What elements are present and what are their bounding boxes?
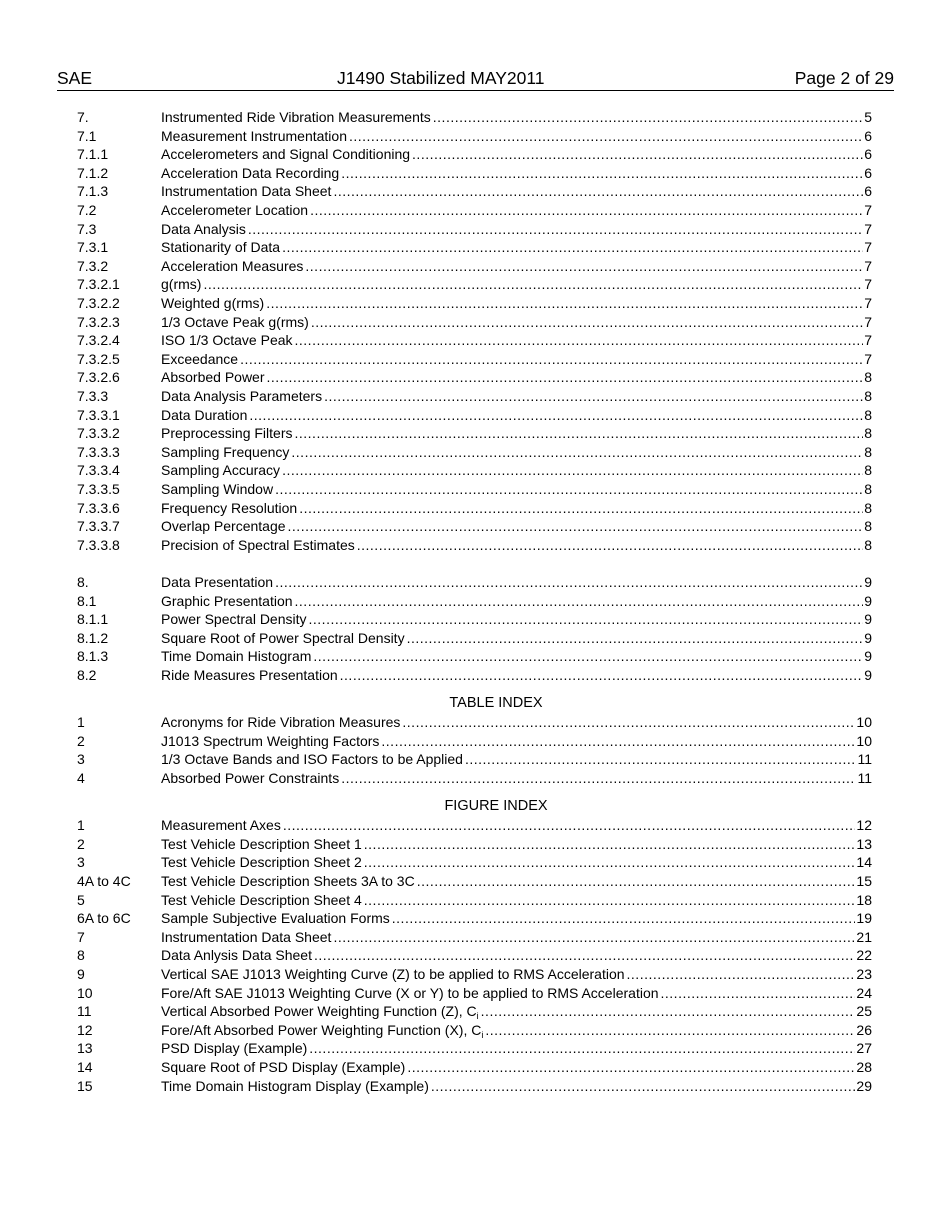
entry-page-number: 25 <box>856 1003 872 1020</box>
entry-title: Weighted g(rms) <box>161 295 265 311</box>
entry-page-number: 19 <box>856 910 872 927</box>
entry-page-number: 8 <box>864 481 872 497</box>
entry-number: 7.3.3.1 <box>77 406 120 423</box>
entry-title: Instrumentation Data Sheet <box>161 183 332 200</box>
entry-title: Fore/Aft SAE J1013 Weighting Curve (X or Y) to be applied to RMS Acceleration <box>161 984 659 1001</box>
entry-page-number: 26 <box>856 1021 872 1038</box>
toc-entry <box>77 816 872 834</box>
entry-page-number: 8 <box>864 388 872 404</box>
entry-number: 15 <box>77 1077 93 1094</box>
entry-title: Precision of Spectral Estimates <box>161 536 355 553</box>
entry-page-number: 6 <box>864 183 872 200</box>
entry-title: Fore/Aft Absorbed Power Weighting Function (X), $C_i$ <box>161 1021 484 1040</box>
entry-title: Square Root of PSD Display (Example) <box>161 1059 406 1075</box>
header-org: SAE <box>57 68 93 88</box>
entry-page-number: 9 <box>864 592 872 609</box>
toc-entry <box>77 909 872 927</box>
entry-number: 7.3.3.2 <box>77 425 120 442</box>
toc-entry <box>77 238 872 256</box>
entry-page-number: 10 <box>856 732 872 749</box>
toc-entry <box>77 443 872 461</box>
dot-leader <box>407 1058 855 1076</box>
entry-title: Absorbed Power Constraints <box>161 770 340 786</box>
dot-leader <box>240 350 863 368</box>
dot-leader <box>283 816 856 834</box>
entry-page-number: 7 <box>864 239 872 256</box>
entry-title: Power Spectral Density <box>161 611 307 628</box>
toc-entry <box>77 406 872 424</box>
dot-leader <box>417 872 856 890</box>
entry-page-number: 7 <box>864 257 872 274</box>
toc-entry <box>77 946 872 964</box>
dot-leader <box>267 368 864 386</box>
toc-entry <box>77 835 872 853</box>
toc-entry <box>77 127 872 145</box>
entry-number: 12 <box>77 1021 93 1038</box>
entry-number: 4 <box>77 770 85 786</box>
dot-leader <box>311 313 863 331</box>
toc-entry <box>77 891 872 909</box>
dot-leader <box>309 1039 855 1057</box>
dot-leader <box>266 294 863 312</box>
dot-leader <box>282 238 863 256</box>
entry-title-subscript: i <box>481 1029 484 1040</box>
dot-leader <box>249 406 863 424</box>
entry-number: 2 <box>77 835 85 852</box>
entry-page-number: 8 <box>864 443 872 460</box>
entry-page-number: 12 <box>856 817 872 834</box>
entry-number: 1 <box>77 817 85 834</box>
entry-number: 7.3.2.3 <box>77 313 120 330</box>
entry-title: Sample Subjective Evaluation Forms <box>161 910 390 927</box>
entry-title: Measurement Axes <box>161 817 281 834</box>
entry-page-number: 7 <box>864 350 872 367</box>
entry-title: Instrumented Ride Vibration Measurements <box>161 109 431 125</box>
toc-entry <box>77 536 872 554</box>
dot-leader <box>364 891 856 909</box>
entry-title: Sampling Window <box>161 481 274 497</box>
header-page-number: Page 2 of 29 <box>794 68 894 88</box>
entry-number: 7.1.1 <box>77 146 109 163</box>
entry-number: 7.3.2 <box>77 257 109 274</box>
dot-leader <box>407 629 864 647</box>
entry-title: Test Vehicle Description Sheet 4 <box>161 891 362 908</box>
toc-entry <box>77 965 872 983</box>
entry-page-number: 7 <box>864 220 872 237</box>
dot-leader <box>381 732 855 750</box>
entry-page-number: 8 <box>864 499 872 516</box>
entry-number: 7.3 <box>77 220 97 237</box>
dot-leader <box>485 1021 855 1039</box>
entry-number: 4A to 4C <box>77 873 131 889</box>
toc-entry <box>77 499 872 517</box>
entry-title: Stationarity of Data <box>161 239 281 256</box>
entry-page-number: 24 <box>856 984 872 1001</box>
header-doc-id: J1490 Stabilized MAY2011 <box>337 68 545 88</box>
toc-entry <box>77 368 872 386</box>
entry-title: Acceleration Measures <box>161 257 304 274</box>
dot-leader <box>627 965 856 983</box>
entry-title: Graphic Presentation <box>161 592 293 609</box>
toc-entry <box>77 872 872 890</box>
entry-page-number: 8 <box>864 406 872 423</box>
entry-title: Data Anlysis Data Sheet <box>161 947 312 964</box>
dot-leader <box>392 909 856 927</box>
entry-title: ISO 1/3 Octave Peak <box>161 332 293 349</box>
entry-number: 7 <box>77 928 85 945</box>
toc-entry <box>77 573 872 591</box>
dot-leader <box>349 127 863 145</box>
entry-page-number: 29 <box>856 1077 872 1094</box>
entry-title: Test Vehicle Description Sheet 2 <box>161 854 362 871</box>
entry-title: Absorbed Power <box>161 369 265 386</box>
entry-page-number: 7 <box>864 313 872 330</box>
dot-leader <box>248 220 863 238</box>
entry-page-number: 8 <box>864 369 872 386</box>
entry-number: 14 <box>77 1059 93 1075</box>
entry-page-number: 5 <box>864 109 872 125</box>
entry-number: 3 <box>77 854 85 871</box>
entry-number: 7. <box>77 109 89 125</box>
entry-number: 7.3.3.8 <box>77 536 120 553</box>
entry-title: 1/3 Octave Bands and ISO Factors to be Applied <box>161 751 463 768</box>
entry-page-number: 10 <box>856 714 872 731</box>
entry-number: 7.3.2.5 <box>77 350 120 367</box>
toc-entry <box>77 313 872 331</box>
entry-page-number: 9 <box>864 574 872 590</box>
entry-title: J1013 Spectrum Weighting Factors <box>161 732 380 749</box>
toc-entry <box>77 517 872 535</box>
entry-number: 7.3.3.7 <box>77 518 120 535</box>
entry-page-number: 7 <box>864 332 872 349</box>
entry-number: 7.3.3.4 <box>77 462 120 479</box>
entry-number: 8.2 <box>77 667 97 683</box>
entry-page-number: 8 <box>864 518 872 535</box>
entry-number: 7.3.2.6 <box>77 369 120 386</box>
toc-entry <box>77 350 872 368</box>
entry-page-number: 9 <box>864 648 872 665</box>
entry-number: 5 <box>77 891 85 908</box>
entry-page-number: 27 <box>856 1040 872 1057</box>
dot-leader <box>431 1077 856 1095</box>
entry-title: Data Analysis <box>161 220 246 237</box>
toc-entry <box>77 424 872 442</box>
entry-page-number: 14 <box>856 854 872 871</box>
toc-entry <box>77 182 872 200</box>
entry-title: Data Presentation <box>161 574 274 590</box>
entry-number: 3 <box>77 751 85 768</box>
entry-number: 9 <box>77 966 85 982</box>
dot-leader <box>305 257 863 275</box>
entry-page-number: 22 <box>856 947 872 964</box>
dot-leader <box>310 201 863 219</box>
entry-title: Square Root of Power Spectral Density <box>161 629 405 646</box>
entry-page-number: 13 <box>856 835 872 852</box>
entry-title: 1/3 Octave Peak g(rms) <box>161 313 309 330</box>
dot-leader <box>364 835 856 853</box>
entry-title: Exceedance <box>161 350 239 367</box>
entry-title: Vertical Absorbed Power Weighting Function (Z), $C_i$ <box>161 1003 479 1022</box>
entry-number: 10 <box>77 984 93 1001</box>
toc-entry <box>77 461 872 479</box>
entry-number: 8.1.3 <box>77 648 109 665</box>
entry-page-number: 9 <box>864 667 872 683</box>
toc-entry <box>77 1002 872 1020</box>
toc-entry <box>77 145 872 163</box>
entry-number: 8.1.2 <box>77 629 109 646</box>
toc-entry <box>77 629 872 647</box>
entry-page-number: 7 <box>864 276 872 293</box>
entry-page-number: 28 <box>856 1059 872 1075</box>
entry-title: PSD Display (Example) <box>161 1040 308 1057</box>
dot-leader <box>333 928 855 946</box>
toc-entry <box>77 220 872 238</box>
entry-number: 7.3.3.6 <box>77 499 120 516</box>
toc-entry <box>77 592 872 610</box>
dot-leader <box>275 573 863 591</box>
entry-title: Sampling Accuracy <box>161 462 281 479</box>
entry-title: Data Duration <box>161 406 248 423</box>
toc-entry <box>77 1039 872 1057</box>
entry-number: 7.3.1 <box>77 239 109 256</box>
entry-page-number: 8 <box>864 425 872 442</box>
toc-entry <box>77 275 872 293</box>
toc-entry <box>77 257 872 275</box>
dot-leader <box>340 666 864 684</box>
entry-page-number: 6 <box>864 146 872 163</box>
dot-leader <box>412 145 863 163</box>
entry-number: 1 <box>77 714 85 731</box>
toc-entry <box>77 387 872 405</box>
dot-leader <box>291 443 863 461</box>
entry-title: Test Vehicle Description Sheet 1 <box>161 835 362 852</box>
entry-page-number: 18 <box>856 891 872 908</box>
entry-number: 7.1.3 <box>77 183 109 200</box>
dot-leader <box>203 275 863 293</box>
entry-number: 7.2 <box>77 202 97 218</box>
entry-number: 7.1 <box>77 127 97 144</box>
table-index-heading: TABLE INDEX <box>449 694 543 711</box>
entry-page-number: 6 <box>864 164 872 181</box>
toc-entry <box>77 853 872 871</box>
entry-title: Preprocessing Filters <box>161 425 293 442</box>
entry-title: Instrumentation Data Sheet <box>161 928 332 945</box>
dot-leader <box>275 480 863 498</box>
toc-entry <box>77 732 872 750</box>
entry-page-number: 11 <box>857 751 872 768</box>
page-header <box>57 68 894 91</box>
entry-number: 11 <box>77 1003 92 1020</box>
toc-entry <box>77 984 872 1002</box>
entry-title: Ride Measures Presentation <box>161 667 338 683</box>
dot-leader <box>402 713 855 731</box>
entry-page-number: 8 <box>864 536 872 553</box>
entry-number: 2 <box>77 732 85 749</box>
dot-leader <box>295 331 864 349</box>
entry-title: Data Analysis Parameters <box>161 388 323 404</box>
dot-leader <box>341 769 856 787</box>
entry-title: Sampling Frequency <box>161 443 290 460</box>
entry-number: 8 <box>77 947 85 964</box>
entry-title: Frequency Resolution <box>161 499 298 516</box>
entry-page-number: 8 <box>864 462 872 479</box>
toc-entry <box>77 750 872 768</box>
entry-title: Accelerometers and Signal Conditioning <box>161 146 411 163</box>
entry-page-number: 21 <box>856 928 872 945</box>
entry-title: Vertical SAE J1013 Weighting Curve (Z) to be applied to RMS Acceleration <box>161 966 625 982</box>
entry-page-number: 11 <box>857 770 872 786</box>
toc-entry <box>77 647 872 665</box>
entry-page-number: 7 <box>864 202 872 218</box>
entry-page-number: 6 <box>864 127 872 144</box>
entry-number: 13 <box>77 1040 93 1057</box>
entry-number: 7.3.2.4 <box>77 332 120 349</box>
entry-number: 7.3.3.3 <box>77 443 120 460</box>
dot-leader <box>341 164 863 182</box>
figure-index-heading: FIGURE INDEX <box>444 797 548 814</box>
entry-title: Time Domain Histogram Display (Example) <box>161 1077 429 1094</box>
entry-number: 6A to 6C <box>77 910 131 927</box>
toc-entry <box>77 666 872 684</box>
dot-leader <box>661 984 856 1002</box>
entry-page-number: 9 <box>864 629 872 646</box>
entry-number: 7.3.3.5 <box>77 481 120 497</box>
toc-entry <box>77 769 872 787</box>
dot-leader <box>364 853 856 871</box>
entry-number: 7.3.3 <box>77 388 109 404</box>
entry-number: 7.3.2.1 <box>77 276 120 293</box>
dot-leader <box>433 108 863 126</box>
entry-title: Acceleration Data Recording <box>161 164 340 181</box>
entry-page-number: 9 <box>864 611 872 628</box>
toc-entry <box>77 294 872 312</box>
dot-leader <box>314 946 855 964</box>
dot-leader <box>465 750 856 768</box>
toc-entry <box>77 1021 872 1039</box>
entry-title: Overlap Percentage <box>161 518 286 535</box>
toc-entry <box>77 1058 872 1076</box>
dot-leader <box>333 182 863 200</box>
entry-number: 7.3.2.2 <box>77 295 120 311</box>
entry-title: Test Vehicle Description Sheets 3A to 3C <box>161 873 415 889</box>
dot-leader <box>309 610 864 628</box>
dot-leader <box>288 517 864 535</box>
entry-number: 8.1.1 <box>77 611 109 628</box>
entry-page-number: 23 <box>856 966 872 982</box>
entry-title: Acronyms for Ride Vibration Measures <box>161 714 401 731</box>
entry-number: 8. <box>77 574 89 590</box>
toc-entry <box>77 164 872 182</box>
entry-title-subscript: i <box>476 1011 479 1022</box>
toc-entry <box>77 610 872 628</box>
dot-leader <box>295 424 864 442</box>
toc-entry <box>77 201 872 219</box>
entry-title: Accelerometer Location <box>161 202 309 218</box>
dot-leader <box>357 536 863 554</box>
dot-leader <box>282 461 863 479</box>
toc-entry <box>77 928 872 946</box>
entry-title: Measurement Instrumentation <box>161 127 347 144</box>
entry-number: 7.1.2 <box>77 164 109 181</box>
toc-entry <box>77 480 872 498</box>
entry-page-number: 15 <box>856 873 872 889</box>
dot-leader <box>481 1002 856 1020</box>
entry-title: Time Domain Histogram <box>161 648 312 665</box>
toc-entry <box>77 1077 872 1095</box>
toc-entry <box>77 331 872 349</box>
dot-leader <box>295 592 864 610</box>
entry-title: g(rms) <box>161 276 202 293</box>
dot-leader <box>313 647 863 665</box>
dot-leader <box>299 499 863 517</box>
toc-entry <box>77 713 872 731</box>
entry-page-number: 7 <box>864 295 872 311</box>
entry-number: 8.1 <box>77 592 97 609</box>
dot-leader <box>324 387 863 405</box>
toc-entry <box>77 108 872 126</box>
